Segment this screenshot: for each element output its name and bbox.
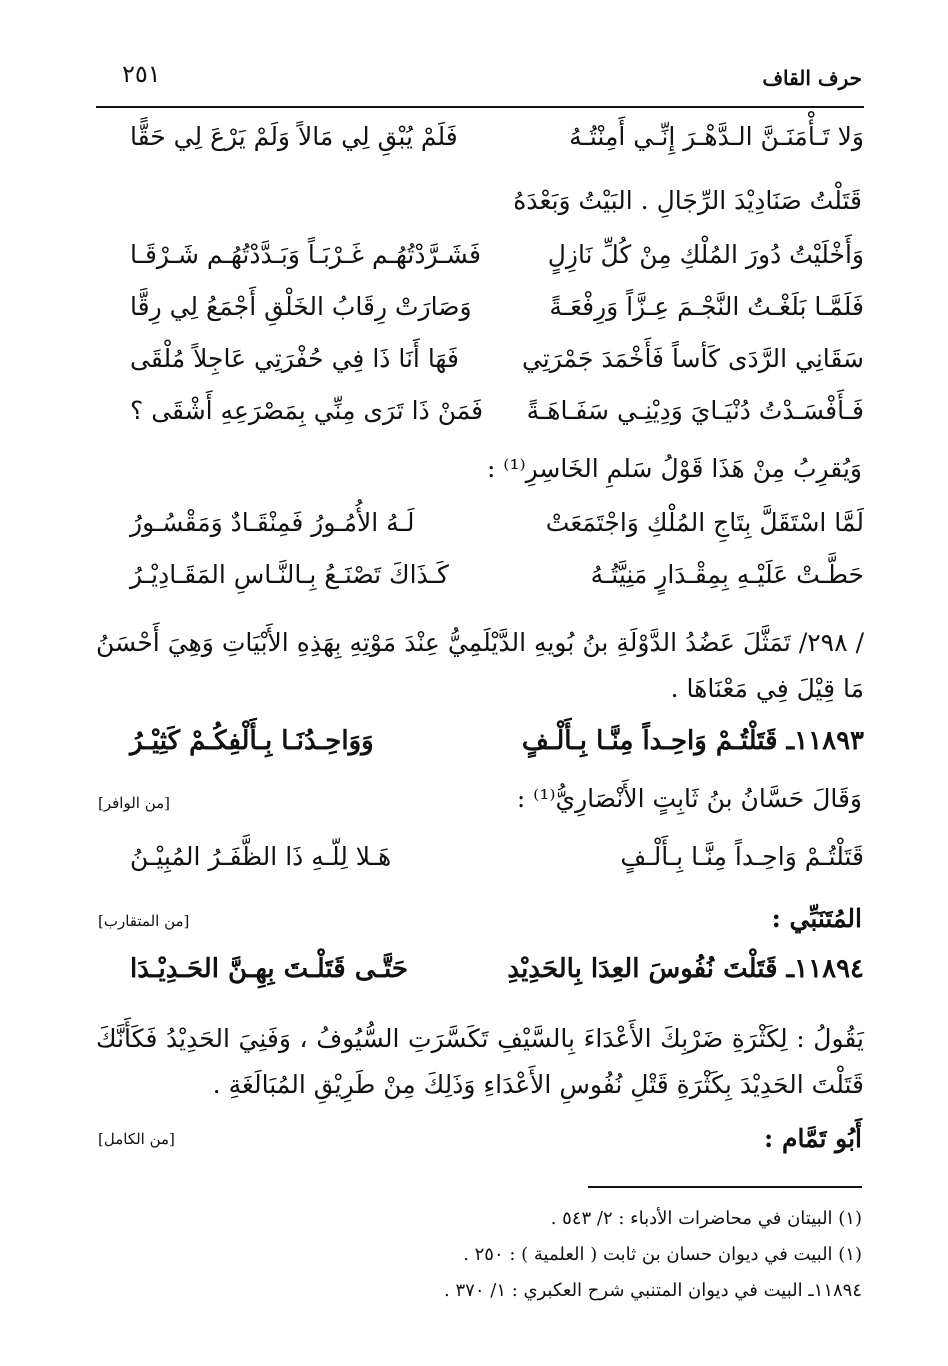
meter-tag: [من الكامل]: [98, 1130, 175, 1148]
verse-first-hemistich: سَقَانِي الرَّدَى كَأساً فَأَخْمَدَ جَمْرَتِي: [521, 344, 864, 373]
footnote: ١١٨٩٤ـ البيت في ديوان المتنبي شرح العكبري : ١/ ٣٧٠ .: [444, 1280, 862, 1301]
header-rule: [96, 106, 864, 108]
verse-second-hemistich: وَصَارَتْ رِقَابُ الخَلْقِ أَجْمَعُ لِي رِقَّا: [130, 292, 472, 321]
verse-line: [100, 842, 864, 892]
verse-second-hemistich: فَلَمْ يُبْقِ لِي مَالاً وَلَمْ يَرْعَ لِي حَقًّا: [130, 122, 458, 151]
paragraph-298: / ٢٩٨/ تَمَثَّلَ عَضُدُ الدَّوْلَةِ بنُ بُويهِ الدَّيْلَمِيُّ عِنْدَ مَوْتِهِ بِهَذِهِ الأَبْيَاتِ وَهِيَ أَحْسَنُ مَا قِيْلَ فِي مَعْنَاهَا .: [96, 628, 864, 703]
verse-first-hemistich: ١١٨٩٤ـ قَتَلْتَ نُفُوسَ العِدَا بِالحَدِيْدِ: [507, 954, 864, 984]
verse-first-hemistich: حَطَّـتْ عَلَيْـهِ بِمِقْـدَارٍ مَنِيَّتُـهُ: [590, 560, 864, 589]
verse-line: [100, 122, 864, 172]
verse-line: [100, 292, 864, 342]
hassan-intro: وَقَالَ حَسَّانُ بنُ ثَابِتٍ الأَنْصَارِيُّ⁽¹⁾ :: [516, 784, 862, 813]
meter-tag: [من المتقارب]: [98, 912, 190, 930]
verse-second-hemistich: فَهَا أَنَا ذَا فِي حُفْرَتِي عَاجِلاً مُلْقَى: [130, 344, 459, 373]
verse-line: [100, 396, 864, 446]
verse-line-numbered: [100, 726, 864, 776]
verse-second-hemistich: حَتَّـى قَتَلْـتَ بِهِـنَّ الحَـدِيْـدَا: [130, 954, 408, 984]
meter-tag: [من الوافر]: [98, 794, 171, 812]
verse-second-hemistich: فَمَنْ ذَا تَرَى مِنِّي بِمَصْرَعِهِ أَشْقَى ؟: [130, 396, 484, 425]
verse-first-hemistich: فَـأَفْسَـدْتُ دُنْيَـايَ وَدِيْنِـي سَفَـاهَـةً: [526, 396, 864, 425]
verse-line: [100, 508, 864, 558]
verse-second-hemistich: كَـذَاكَ تَصْنَـعُ بِـالنَّـاسِ المَقَـادِيْـرُ: [130, 560, 449, 589]
verse-second-hemistich: هَـلا لِلّـهِ ذَا الظَّفَـرُ المُبِيْـنُ: [130, 842, 392, 871]
prose-line: قَتَلْتُ صَنَادِيْدَ الرِّجَالِ . البَيْتُ وَبَعْدَهُ: [513, 186, 862, 215]
verse-second-hemistich: فَشَـرَّدْتُهُـم غَـرْبَـاً وَبَـدَّدْتُهُـم شَـرْقَـا: [130, 240, 481, 269]
running-head: حرف القاف: [762, 66, 862, 90]
poet-name: المُتَنَبِّي :: [771, 904, 862, 933]
verse-line: [100, 240, 864, 290]
footnote-rule: [588, 1186, 862, 1188]
verse-first-hemistich: فَلَمَّـا بَلَغْـتُ النَّجْـمَ عِـزَّاً وَرِفْعَـةً: [549, 292, 864, 321]
verse-line-numbered: [100, 954, 864, 1004]
verse-second-hemistich: لَـهُ الأُمُـورُ فَمِنْقَـادٌ وَمَقْسُـورُ: [130, 508, 415, 537]
verse-first-hemistich: قَتَلْتُـمْ وَاحِـداً مِنَّـا بِـأَلْـفٍ: [620, 842, 864, 871]
verse-line: [100, 560, 864, 610]
page-number: ٢٥١: [122, 60, 161, 88]
verse-line: [100, 344, 864, 394]
verse-first-hemistich: وَلا تَـأْمَنَـنَّ الـدَّهْـرَ إِنِّـي أَمِنْتُـهُ: [569, 122, 864, 151]
footnote: (١) البيت في ديوان حسان بن ثابت ( العلمية ) : ٢٥٠ .: [463, 1244, 862, 1265]
poet-name: أَبُو تَمَّام :: [764, 1124, 862, 1153]
verse-first-hemistich: لَمَّا اسْتَقَلَّ بِتَاجِ المُلْكِ وَاجْتَمَعَتْ: [545, 508, 864, 537]
verse-first-hemistich: وَأَخْلَيْتُ دُورَ المُلْكِ مِنْ كُلِّ نَازِلٍ: [547, 240, 864, 269]
commentary-paragraph: يَقُولُ : لِكَثْرَةِ ضَرْبِكَ الأَعْدَاءَ بِالسَّيْفِ تَكَسَّرَتِ السُّيُوفُ ، وَفَنِيَ الحَدِيْدُ فَكَأَنَّكَ قَتَلْتَ الحَدِيْدَ بِكَثْرَةِ قَتْلِ نُفُوسِ الأَعْدَاءِ وَذَلِكَ مِنْ طَرِيْقِ المُبَالَغَةِ .: [96, 1024, 864, 1099]
footnote: (١) البيتان في محاضرات الأدباء : ٢/ ٥٤٣ .: [550, 1208, 862, 1229]
khasir-intro: وَيُقرِبُ مِنْ هَذَا قَوْلُ سَلمِ الخَاسِرِ⁽¹⁾ :: [486, 454, 862, 483]
verse-first-hemistich: ١١٨٩٣ـ قَتَلْتُـمْ وَاحِـداً مِنَّـا بِـأَلْـفٍ: [521, 726, 864, 756]
verse-second-hemistich: وَوَاحِـدُنَـا بِـأَلْفِكُـمْ كَثِيْـرُ: [130, 726, 374, 756]
